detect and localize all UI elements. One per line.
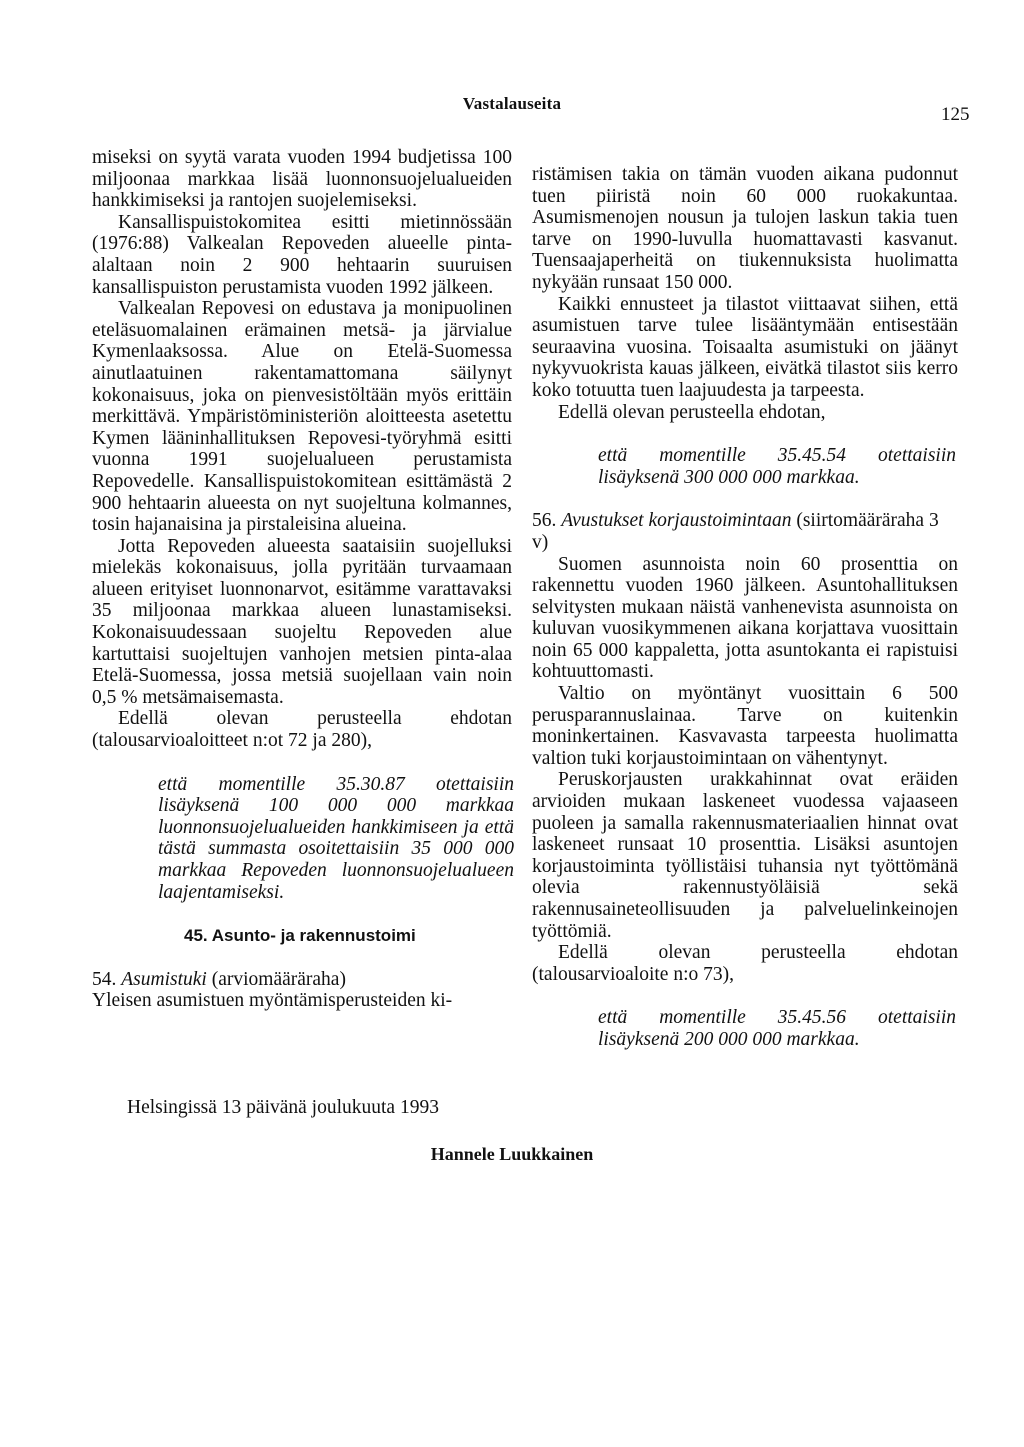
- paragraph: miseksi on syytä varata vuoden 1994 budjetissa 100 miljoonaa markkaa lisää luonnonsuojelualueiden hankkimiseksi ja rantojen suojelemiseksi.: [92, 147, 512, 212]
- paragraph: Kansallispuistokomitea esitti mietinnössään (1976:88) Valkealan Repoveden alueelle pinta-alaltaan noin 2 900 hehtaarin suuruisen kansallispuiston perustamista vuoden 1992 jälkeen.: [92, 211, 512, 298]
- item-number: 56.: [532, 510, 557, 532]
- proposal-text: että momentille 35.45.54 otettaisiin lisäyksenä 300 000 000 markkaa.: [598, 445, 956, 488]
- proposal-text: että momentille 35.45.56 otettaisiin lisäyksenä 200 000 000 markkaa.: [598, 1007, 956, 1050]
- paragraph: Edellä olevan perusteella ehdotan (talousarvioaloite n:o 73),: [532, 942, 958, 985]
- paragraph: Kaikki ennusteet ja tilastot viittaavat siihen, että asumistuen tarve tulee lisääntymään entisestään seuraavina vuosina. Toisaalta asumistuki on jäänyt nykyvuokrista kauas jälkeen, eivätkä tilastot siis kerro koko totuutta tuen laajuudesta ja tarpeesta.: [532, 293, 958, 401]
- item-subtitle: (siirtomääräraha 3 v): [532, 510, 939, 553]
- paragraph: Edellä olevan perusteella ehdotan (talousarvioaloitteet n:ot 72 ja 280),: [92, 708, 512, 752]
- paragraph: Valtio on myöntänyt vuosittain 6 500 perusparannuslainaa. Tarve on kuitenkin moninkertainen. Kasvavasta tarpeesta huolimatta valtion tuki korjaustoimintaan on vähentynyt.: [532, 683, 958, 769]
- paragraph: Jotta Repoveden alueesta saataisiin suojelluksi mielekäs kokonaisuus, jolla pyritään turvaamaan alueen erityiset luonnonarvot, esitämme varattavaksi 35 miljoonaa markkaa alueen lunastamiseksi. Kokonaisuudessaan suojeltu Repoveden alue kartuttaisi suojeltujen vanhojen metsien pinta-alaa Etelä-Suomessa, jossa metsiä suojellaan vain noin 0,5 % metsämaisemasta.: [92, 535, 512, 708]
- paragraph: Yleisen asumistuen myöntämisperusteiden ki-: [92, 990, 453, 1012]
- right-column: [532, 164, 958, 1051]
- signature-name: Hannele Luukkainen: [430, 1144, 594, 1164]
- item-number: 54.: [92, 968, 117, 990]
- item-title: Asumistuki: [121, 968, 207, 990]
- paragraph: Valkealan Repovesi on edustava ja monipuolinen eteläsuomalainen erämainen metsä- ja järvialue Kymenlaaksossa. Alue on Etelä-Suomessa ainutlaatuinen rakentamattomana säilynyt kokonaisuus, joka on pienvesistöltään myös erittäin merkittävä. Ympäristöministeriön aloitteesta asetettu Kymen lääninhallituksen Repovesi-työryhmä esitti vuonna 1991 suojelualueen perustamista Repovedelle. Kansallispuistokomitean esittämästä 2 900 hehtaarin alueesta on nyt suojeltuna kolmannes, tosin hajanaisina ja pirstaleisina alueina.: [92, 298, 512, 536]
- running-header-title: Vastalauseita: [462, 94, 562, 113]
- item-subtitle: (arviomääräraha): [211, 968, 346, 990]
- left-column: [92, 147, 512, 1012]
- paragraph: Edellä olevan perusteella ehdotan,: [558, 401, 826, 423]
- paragraph: Peruskorjausten urakkahinnat ovat eräiden arvioiden mukaan laskeneet vuodessa vajaaseen puoleen ja samalla rakennusmateriaalien hinnat ovat laskeneet runsaat 10 prosenttia. Lisäksi asuntojen korjaustoiminta työllistäisi tuhansia nyt työttömänä olevia rakennustyöläisiä sekä rakennusaineteollisuuden ja palveluelinkeinojen työttömiä.: [532, 769, 958, 942]
- paragraph: Suomen asunnoista noin 60 prosenttia on rakennettu vuoden 1960 jälkeen. Asuntohallituksen selvitysten mukaan näistä vanhenevista asunnoista on kuluvan vuosikymmenen aikana korjattava vuosittain noin 65 000 kappaletta, jotta asuntokanta ei rapistuisi kohtuuttomasti.: [532, 553, 958, 683]
- page-number: 125: [941, 104, 970, 125]
- place-date: Helsingissä 13 päivänä joulukuuta 1993: [127, 1097, 439, 1118]
- item-heading-54: [92, 969, 512, 991]
- section-heading: 45. Asunto- ja rakennustoimi: [184, 926, 416, 946]
- item-heading-56: [532, 510, 958, 553]
- proposal-text: että momentille 35.30.87 otettaisiin lisäyksenä 100 000 000 markkaa luonnonsuojelualueiden hankkimiseen ja että tästä summasta osoitettaisiin 35 000 000 markkaa Repoveden luonnonsuojelualueen laajentamiseksi.: [158, 773, 514, 903]
- item-title: Avustukset korjaustoimintaan: [561, 510, 792, 532]
- paragraph: ristämisen takia on tämän vuoden aikana pudonnut tuen piiristä noin 60 000 ruokakuntaa. Asumismenojen nousun ja tulojen laskun takia tuen tarve on 1990-luvulla huomattavasti kasvanut. Tuensaajaperheitä on tiukennuksista huolimatta nykyään runsaat 150 000.: [532, 164, 958, 293]
